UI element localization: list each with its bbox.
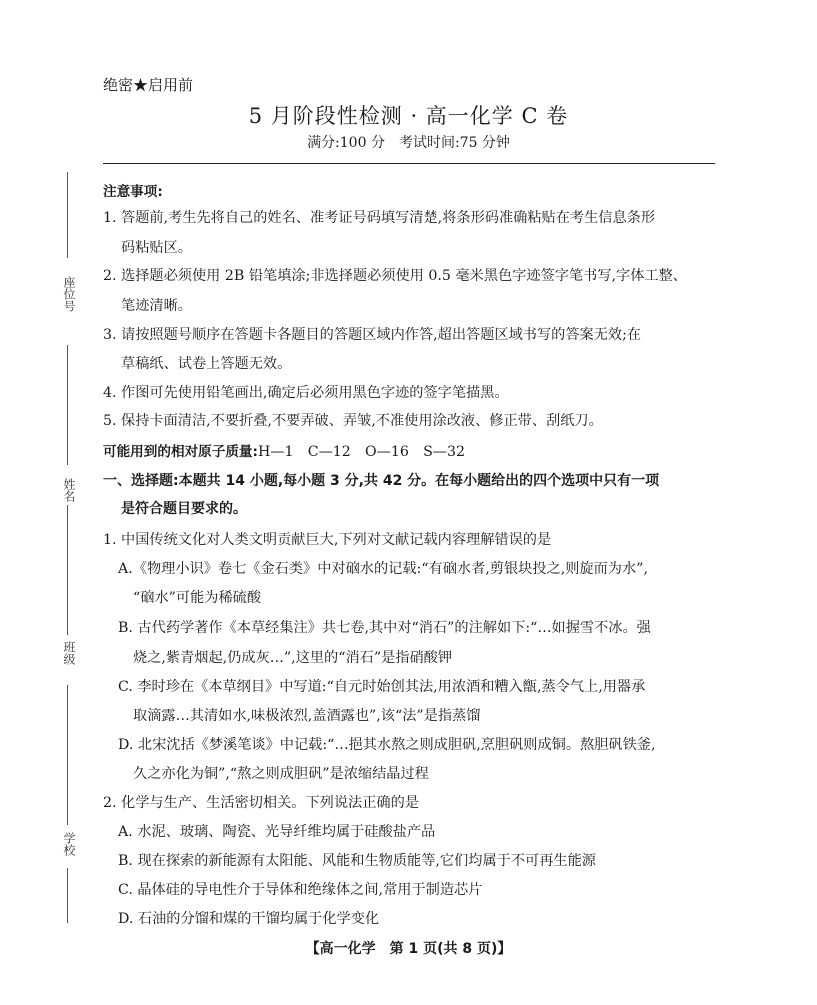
q1-option-a-cont: “硇水”可能为稀硫酸 (133, 590, 262, 606)
header-divider (103, 163, 715, 164)
atomic-mass-values: H—1 C—12 O—16 S—32 (257, 444, 466, 460)
q1-option-c-cont: 取滴露…其清如水,味极浓烈,盖酒露也”,该“法”是指蒸馏 (133, 708, 481, 724)
margin-line (67, 505, 68, 635)
margin-line (67, 172, 68, 258)
seat-number-label: 座位号 (62, 276, 76, 312)
note-line: 5. 保持卡面清洁,不要折叠,不要弄破、弄皱,不准使用涂改液、修正带、刮纸刀。 (103, 413, 603, 429)
note-line: 码粘贴区。 (121, 240, 192, 256)
question-1-stem: 1. 中国传统文化对人类文明贡献巨大,下列对文献记载内容理解错误的是 (103, 532, 552, 548)
q2-option-a: A. 水泥、玻璃、陶瓷、光导纤维均属于硅酸盐产品 (118, 824, 436, 840)
page-title: 5 月阶段性检测 · 高一化学 C 卷 (248, 104, 569, 128)
class-label: 班级 (62, 641, 76, 665)
q1-option-a: A.《物理小识》卷七《金石类》中对硇水的记载:“有硇水者,剪银块投之,则旋而为水”, (118, 561, 648, 577)
notes-heading: 注意事项: (103, 184, 163, 200)
q1-option-b-cont: 烧之,紫青烟起,仍成灰…”,这里的“消石”是指硝酸钾 (133, 650, 453, 666)
margin-line (67, 345, 68, 465)
q1-option-c: C. 李时珍在《本草纲目》中写道:“自元时始创其法,用浓酒和糟入甑,蒸令气上,用器承 (118, 679, 646, 695)
exam-info: 满分:100 分 考试时间:75 分钟 (307, 135, 510, 151)
name-label: 姓名 (62, 478, 76, 502)
q1-option-d-cont: 久之亦化为铜”,“熬之则成胆矾”是浓缩结晶过程 (133, 766, 429, 782)
note-line: 2. 选择题必须使用 2B 铅笔填涂;非选择题必须使用 0.5 毫米黑色字迹签字笔书写,字体工整、 (103, 268, 687, 284)
atomic-mass-label: 可能用到的相对原子质量: (103, 444, 258, 460)
atomic-mass-line (103, 440, 465, 462)
note-line: 3. 请按照题号顺序在答题卡各题目的答题区域内作答,超出答题区域书写的答案无效;在 (103, 327, 642, 343)
question-2-stem: 2. 化学与生产、生活密切相关。下列说法正确的是 (103, 795, 419, 811)
page-footer: 【高一化学 第 1 页(共 8 页)】 (305, 941, 512, 957)
q2-option-d: D. 石油的分馏和煤的干馏均属于化学变化 (118, 911, 380, 927)
note-line: 草稿纸、试卷上答题无效。 (121, 356, 292, 372)
q2-option-c: C. 晶体硅的导电性介于导体和绝缘体之间,常用于制造芯片 (118, 882, 483, 898)
margin-line (67, 868, 68, 923)
note-line: 4. 作图可先使用铅笔画出,确定后必须用黑色字迹的签字笔描黑。 (103, 385, 509, 401)
note-line: 笔迹清晰。 (121, 298, 192, 314)
note-line: 1. 答题前,考生先将自己的姓名、准考证号码填写清楚,将条形码准确粘贴在考生信息条形 (103, 210, 656, 226)
school-label: 学校 (62, 832, 76, 856)
section-heading: 一、选择题:本题共 14 小题,每小题 3 分,共 42 分。在每小题给出的四个选项中只有一项 (103, 473, 660, 489)
confidential-mark: 绝密★启用前 (103, 76, 194, 94)
q1-option-d: D. 北宋沈括《梦溪笔谈》中记载:“…挹其水熬之则成胆矾,烹胆矾则成铜。熬胆矾铁釜, (118, 737, 656, 753)
q2-option-b: B. 现在探索的新能源有太阳能、风能和生物质能等,它们均属于不可再生能源 (118, 853, 596, 869)
section-heading-cont: 是符合题目要求的。 (121, 501, 247, 517)
q1-option-b: B. 古代药学著作《本草经集注》共七卷,其中对“消石”的注解如下:“…如握雪不冰。强 (118, 620, 651, 636)
margin-line (67, 685, 68, 825)
